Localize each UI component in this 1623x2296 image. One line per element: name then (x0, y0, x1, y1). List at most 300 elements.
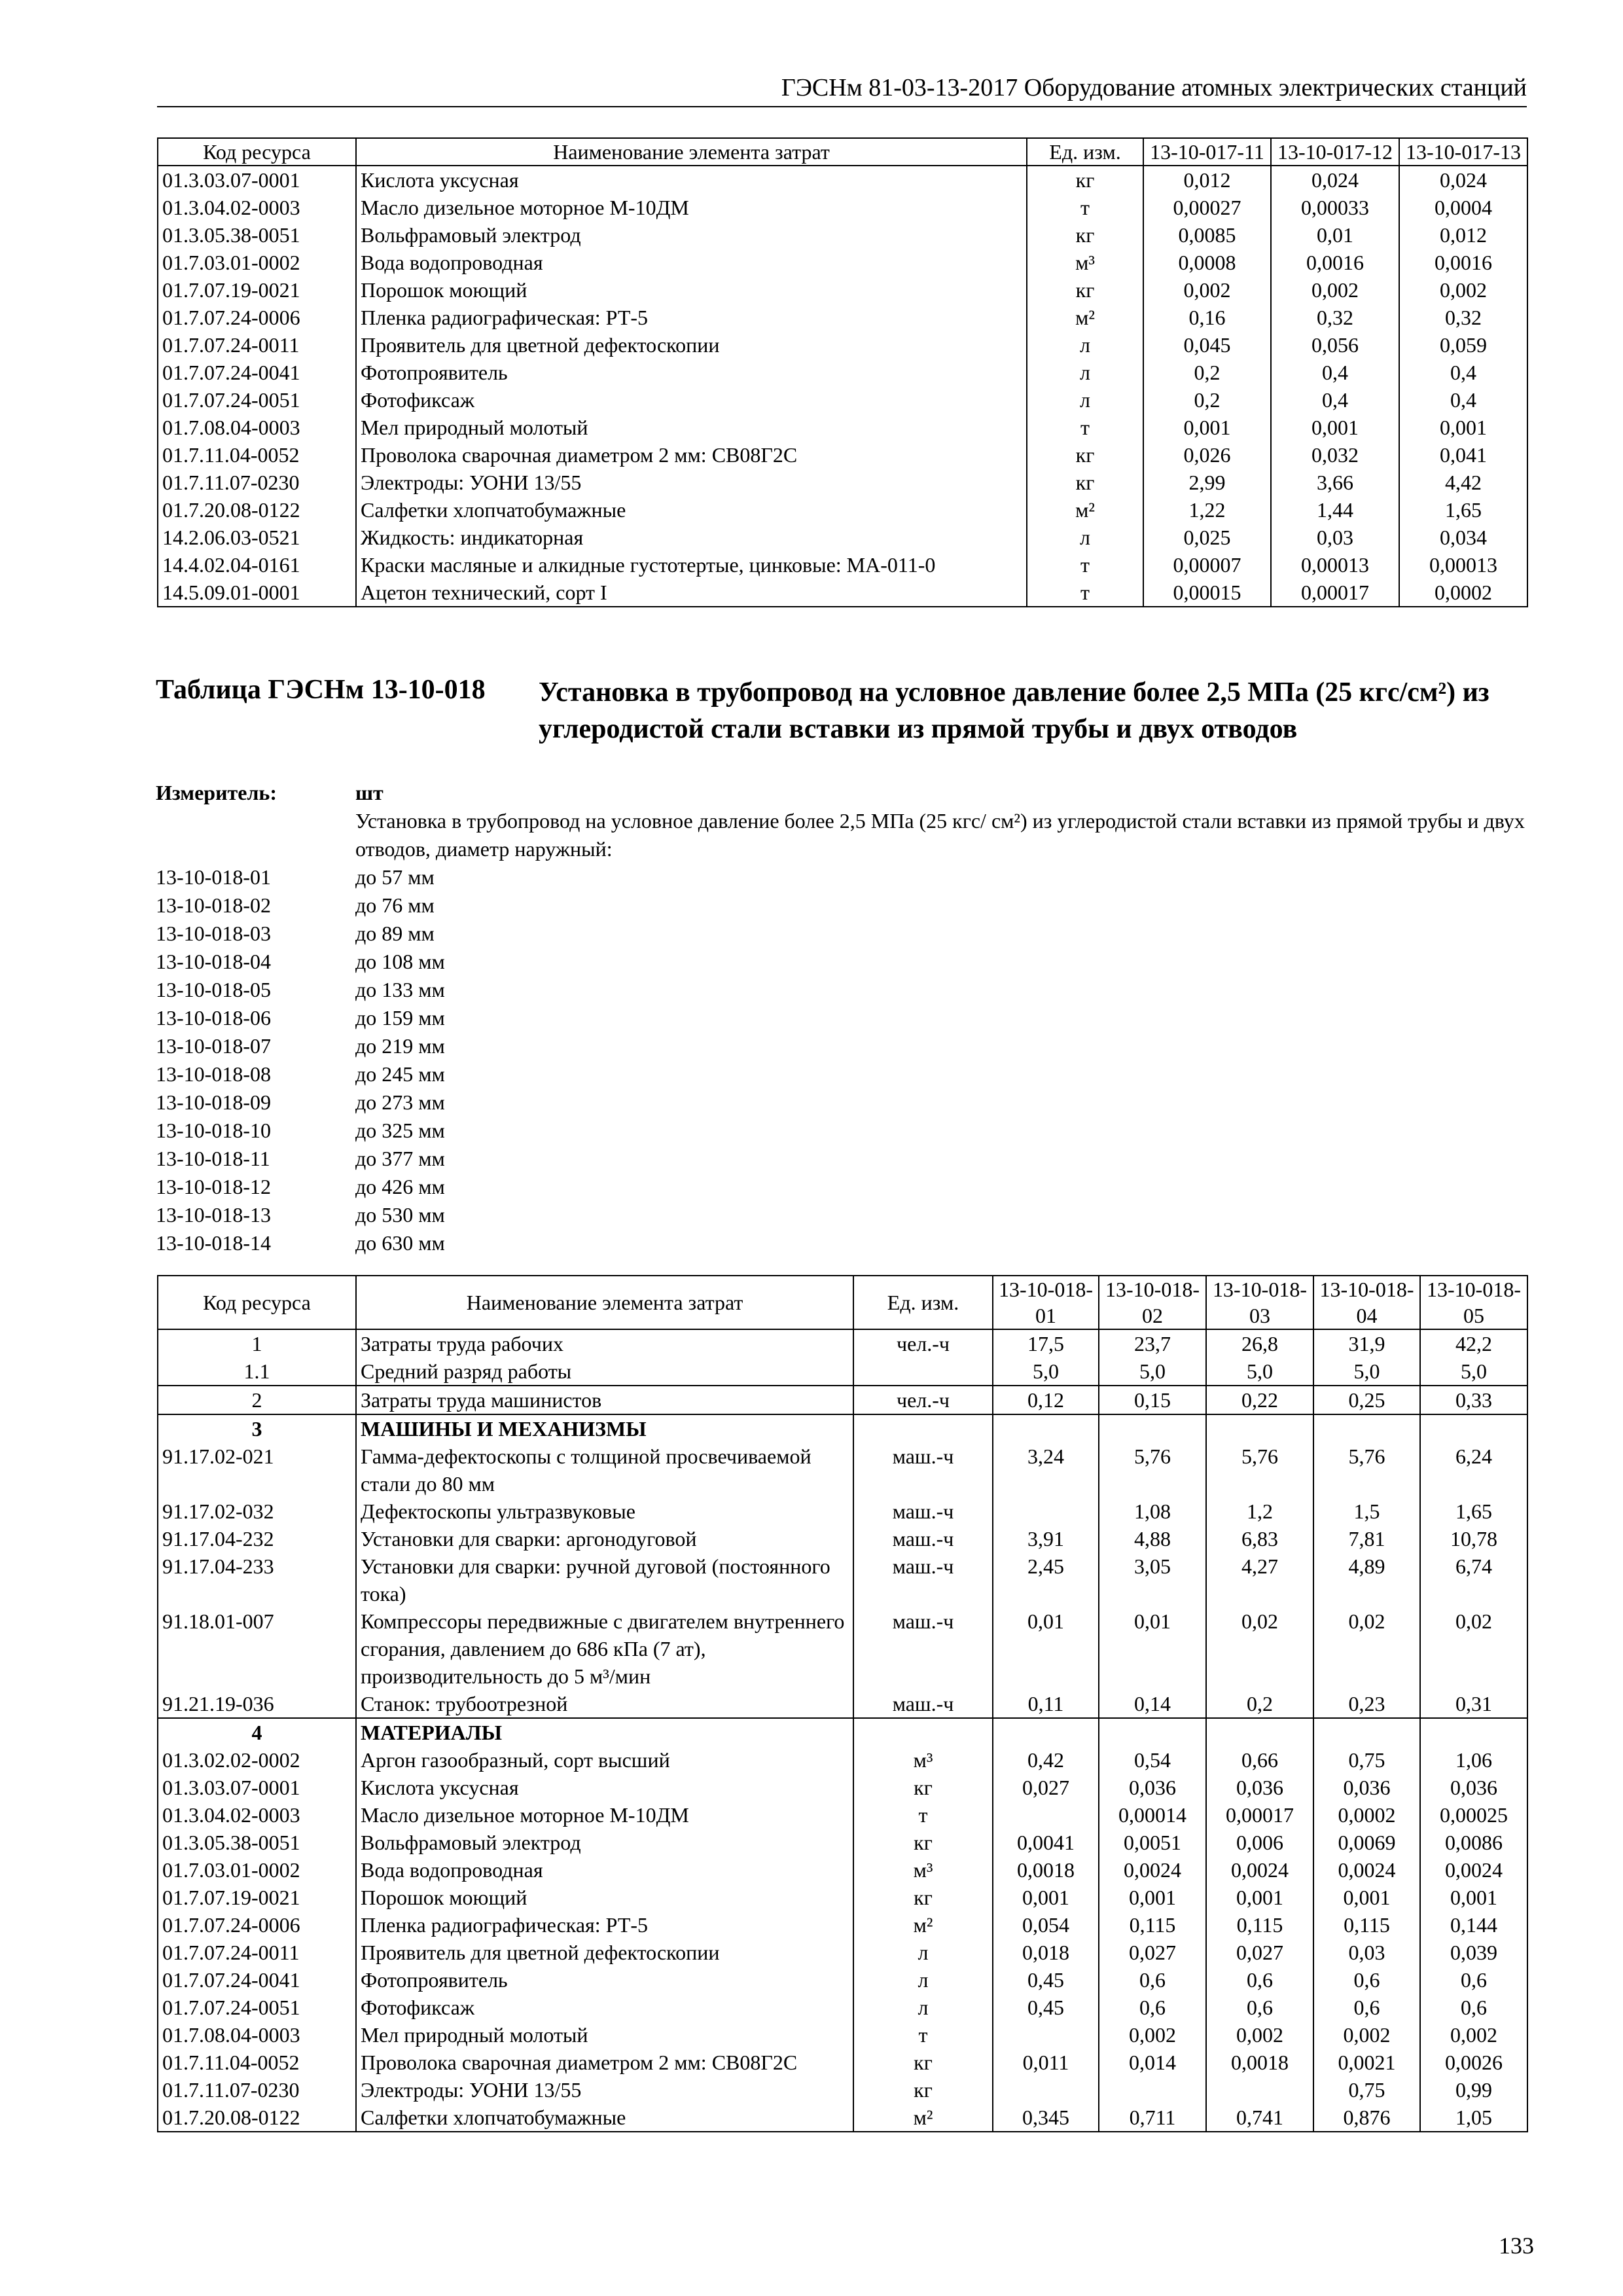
table-row (158, 2049, 1527, 2076)
value-cell: 2,45 (993, 1552, 1099, 1607)
column-header: 13-10-018-05 (1420, 1276, 1527, 1329)
unit-cell: маш.-ч (853, 1525, 993, 1552)
value-cell: 0,16 (1143, 304, 1271, 331)
unit-cell: кг (853, 1829, 993, 1856)
unit-cell: т (853, 2021, 993, 2049)
value-cell: 0,001 (1143, 414, 1271, 441)
value-cell: 0,036 (1206, 1774, 1313, 1801)
column-header: Наименование элемента затрат (356, 138, 1027, 166)
resource-code: 91.17.04-233 (158, 1552, 356, 1607)
value-cell: 10,78 (1420, 1525, 1527, 1552)
value-cell: 0,345 (993, 2104, 1099, 2132)
value-cell: 1,06 (1420, 1746, 1527, 1774)
resource-code: 01.7.11.07-0230 (158, 469, 356, 496)
value-cell: 0,018 (993, 1939, 1099, 1966)
table-row (158, 1414, 1527, 1443)
table-row (158, 194, 1527, 221)
unit-cell: л (1027, 386, 1143, 414)
value-cell: 0,75 (1313, 2076, 1420, 2104)
resource-name: Проявитель для цветной дефектоскопии (356, 1939, 853, 1966)
page-number: 133 (1499, 2233, 1534, 2259)
unit-cell (853, 1357, 993, 1386)
value-cell: 1,05 (1420, 2104, 1527, 2132)
resource-name: Средний разряд работы (356, 1357, 853, 1386)
value-cell: 3,66 (1271, 469, 1399, 496)
value-cell (1099, 2076, 1206, 2104)
measure-item-code: 13-10-018-09 (156, 1090, 271, 1114)
resource-name: Аргон газообразный, сорт высший (356, 1746, 853, 1774)
column-header: 13-10-018-04 (1313, 1276, 1420, 1329)
value-cell: 5,0 (993, 1357, 1099, 1386)
value-cell: 0,0026 (1420, 2049, 1527, 2076)
resource-name: Электроды: УОНИ 13/55 (356, 2076, 853, 2104)
table-row (158, 524, 1527, 551)
resource-code: 14.2.06.03-0521 (158, 524, 356, 551)
table-title-text: Установка в трубопровод на условное давление более 2,5 МПа (25 кгс/см²) из углеродистой стали вставки из прямой трубы и двух отводов (539, 677, 1489, 744)
table-row (158, 1718, 1527, 1746)
value-cell: 0,741 (1206, 2104, 1313, 2132)
table-row (158, 1774, 1527, 1801)
column-header: Код ресурса (158, 138, 356, 166)
value-cell: 0,2 (1206, 1690, 1313, 1718)
measure-item-code: 13-10-018-10 (156, 1119, 271, 1142)
value-cell: 0,2 (1143, 359, 1271, 386)
measure-item-diameter: до 530 мм (355, 1203, 445, 1227)
value-cell: 0,32 (1399, 304, 1527, 331)
measure-item-diameter: до 219 мм (355, 1034, 445, 1058)
value-cell: 0,014 (1099, 2049, 1206, 2076)
resource-name: Краски масляные и алкидные густотертые, цинковые: МА-011-0 (356, 551, 1027, 579)
resource-name: Компрессоры передвижные с двигателем внутреннего сгорания, давлением до 686 кПа (7 ат), производительность до 5 м³/мин (356, 1607, 853, 1690)
resource-code: 01.7.07.24-0011 (158, 331, 356, 359)
measure-item-diameter: до 325 мм (355, 1119, 445, 1142)
resource-name: Жидкость: индикаторная (356, 524, 1027, 551)
running-header: ГЭСНм 81-03-13-2017 Оборудование атомных электрических станций (157, 73, 1527, 107)
value-cell: 0,056 (1271, 331, 1399, 359)
value-cell: 0,012 (1399, 221, 1527, 249)
resource-name: Фотопроявитель (356, 1966, 853, 1994)
resource-code: 01.7.11.04-0052 (158, 2049, 356, 2076)
resource-name: Проволока сварочная диаметром 2 мм: СВ08Г2С (356, 2049, 853, 2076)
resource-code: 01.7.07.19-0021 (158, 1884, 356, 1911)
unit-cell: м² (853, 2104, 993, 2132)
table-row (158, 1939, 1527, 1966)
value-cell: 0,2 (1143, 386, 1271, 414)
value-cell: 0,0021 (1313, 2049, 1420, 2076)
resource-code: 2 (158, 1386, 356, 1414)
resource-name: Ацетон технический, сорт I (356, 579, 1027, 607)
table-row (158, 441, 1527, 469)
resource-code: 01.3.04.02-0003 (158, 194, 356, 221)
resource-name: Масло дизельное моторное М-10ДМ (356, 194, 1027, 221)
column-header: 13-10-017-13 (1399, 138, 1527, 166)
value-cell: 0,01 (1271, 221, 1399, 249)
value-cell: 31,9 (1313, 1329, 1420, 1357)
table-row (158, 1746, 1527, 1774)
value-cell: 0,23 (1313, 1690, 1420, 1718)
value-cell: 0,0086 (1420, 1829, 1527, 1856)
resource-table-018 (157, 1275, 1528, 2132)
resource-code: 01.7.07.24-0041 (158, 359, 356, 386)
unit-cell: маш.-ч (853, 1552, 993, 1607)
unit-cell (853, 1718, 993, 1746)
value-cell: 3,91 (993, 1525, 1099, 1552)
resource-code: 01.3.03.07-0001 (158, 166, 356, 194)
resource-code: 01.7.07.19-0021 (158, 276, 356, 304)
value-cell: 5,0 (1313, 1357, 1420, 1386)
unit-cell: кг (853, 2076, 993, 2104)
value-cell: 1,44 (1271, 496, 1399, 524)
column-header: 13-10-018-02 (1099, 1276, 1206, 1329)
value-cell: 0,0024 (1420, 1856, 1527, 1884)
value-cell: 0,144 (1420, 1911, 1527, 1939)
value-cell: 42,2 (1420, 1329, 1527, 1357)
measure-item-code: 13-10-018-11 (156, 1147, 270, 1170)
value-cell (1206, 1414, 1313, 1443)
resource-code: 3 (158, 1414, 356, 1443)
value-cell: 4,27 (1206, 1552, 1313, 1607)
measure-item-code: 13-10-018-01 (156, 865, 271, 889)
value-cell: 0,03 (1313, 1939, 1420, 1966)
value-cell: 0,002 (1399, 276, 1527, 304)
measure-unit: шт (355, 781, 383, 804)
value-cell: 0,0018 (993, 1856, 1099, 1884)
resource-code: 1 (158, 1329, 356, 1357)
resource-code: 1.1 (158, 1357, 356, 1386)
resource-name: Порошок моющий (356, 276, 1027, 304)
value-cell: 3,05 (1099, 1552, 1206, 1607)
unit-cell: т (1027, 194, 1143, 221)
value-cell: 0,001 (1271, 414, 1399, 441)
resource-name: Затраты труда машинистов (356, 1386, 853, 1414)
value-cell (993, 1414, 1099, 1443)
unit-cell: т (1027, 551, 1143, 579)
unit-cell: т (1027, 579, 1143, 607)
resource-code: 01.7.07.24-0011 (158, 1939, 356, 1966)
value-cell: 0,25 (1313, 1386, 1420, 1414)
value-cell: 0,01 (1099, 1607, 1206, 1690)
unit-cell: л (853, 1966, 993, 1994)
unit-cell: чел.-ч (853, 1386, 993, 1414)
table-row (158, 1884, 1527, 1911)
value-cell: 0,0085 (1143, 221, 1271, 249)
value-cell: 0,42 (993, 1746, 1099, 1774)
unit-cell: кг (853, 1774, 993, 1801)
value-cell: 0,0051 (1099, 1829, 1206, 1856)
value-cell: 3,24 (993, 1443, 1099, 1498)
value-cell: 0,0016 (1399, 249, 1527, 276)
resource-name: Фотофиксаж (356, 1994, 853, 2021)
table-row (158, 249, 1527, 276)
resource-code: 01.3.02.02-0002 (158, 1746, 356, 1774)
resource-name: Фотопроявитель (356, 359, 1027, 386)
value-cell: 0,024 (1399, 166, 1527, 194)
resource-name: Кислота уксусная (356, 166, 1027, 194)
measure-item-code: 13-10-018-05 (156, 978, 271, 1001)
resource-name: Мел природный молотый (356, 2021, 853, 2049)
resource-name: Станок: трубоотрезной (356, 1690, 853, 1718)
table-row (158, 2076, 1527, 2104)
value-cell: 0,0024 (1099, 1856, 1206, 1884)
value-cell: 0,99 (1420, 2076, 1527, 2104)
measure-item-code: 13-10-018-14 (156, 1231, 271, 1255)
value-cell: 0,001 (1399, 414, 1527, 441)
value-cell: 0,011 (993, 2049, 1099, 2076)
value-cell: 0,00015 (1143, 579, 1271, 607)
resource-code: 01.7.07.24-0006 (158, 304, 356, 331)
resource-code: 01.3.05.38-0051 (158, 1829, 356, 1856)
value-cell: 0,6 (1420, 1966, 1527, 1994)
value-cell: 0,75 (1313, 1746, 1420, 1774)
value-cell: 17,5 (993, 1329, 1099, 1357)
unit-cell: м³ (1027, 249, 1143, 276)
unit-cell: м² (1027, 304, 1143, 331)
value-cell: 0,6 (1313, 1994, 1420, 2021)
resource-name: Вода водопроводная (356, 1856, 853, 1884)
table-header-row (158, 138, 1527, 166)
value-cell: 0,31 (1420, 1690, 1527, 1718)
unit-cell (853, 1414, 993, 1443)
resource-name: Кислота уксусная (356, 1774, 853, 1801)
unit-cell: л (1027, 524, 1143, 551)
value-cell: 6,74 (1420, 1552, 1527, 1607)
resource-table-017 (157, 137, 1528, 607)
value-cell (1206, 1718, 1313, 1746)
resource-name: Установки для сварки: ручной дуговой (постоянного тока) (356, 1552, 853, 1607)
resource-name: Мел природный молотый (356, 414, 1027, 441)
unit-cell: т (1027, 414, 1143, 441)
value-cell: 0,036 (1099, 1774, 1206, 1801)
value-cell: 0,0008 (1143, 249, 1271, 276)
value-cell: 0,027 (1206, 1939, 1313, 1966)
value-cell: 0,025 (1143, 524, 1271, 551)
resource-code: 01.7.11.04-0052 (158, 441, 356, 469)
table-row (158, 414, 1527, 441)
table-row (158, 304, 1527, 331)
resource-code: 01.7.07.24-0041 (158, 1966, 356, 1994)
value-cell (993, 2076, 1099, 2104)
value-cell: 0,039 (1420, 1939, 1527, 1966)
column-header: Ед. изм. (853, 1276, 993, 1329)
table-row (158, 359, 1527, 386)
table-row (158, 166, 1527, 194)
table-row (158, 386, 1527, 414)
resource-code: 01.3.03.07-0001 (158, 1774, 356, 1801)
value-cell: 5,76 (1206, 1443, 1313, 1498)
table-row (158, 496, 1527, 524)
value-cell: 0,002 (1206, 2021, 1313, 2049)
value-cell: 0,0024 (1206, 1856, 1313, 1884)
value-cell: 0,002 (1271, 276, 1399, 304)
value-cell: 1,2 (1206, 1498, 1313, 1525)
column-header: Ед. изм. (1027, 138, 1143, 166)
resource-code: 91.17.04-232 (158, 1525, 356, 1552)
unit-cell: л (1027, 359, 1143, 386)
resource-name: Вольфрамовый электрод (356, 1829, 853, 1856)
column-header: 13-10-017-12 (1271, 138, 1399, 166)
value-cell: 0,012 (1143, 166, 1271, 194)
value-cell: 0,027 (1099, 1939, 1206, 1966)
value-cell: 4,89 (1313, 1552, 1420, 1607)
value-cell: 0,0069 (1313, 1829, 1420, 1856)
unit-cell: л (853, 1939, 993, 1966)
unit-cell: кг (1027, 469, 1143, 496)
unit-cell: маш.-ч (853, 1607, 993, 1690)
table-row (158, 1552, 1527, 1607)
table-row (158, 579, 1527, 607)
resource-code: 01.7.07.24-0006 (158, 1911, 356, 1939)
value-cell: 6,24 (1420, 1443, 1527, 1498)
value-cell: 0,0004 (1399, 194, 1527, 221)
resource-name: Электроды: УОНИ 13/55 (356, 469, 1027, 496)
resource-name: Пленка радиографическая: РТ-5 (356, 1911, 853, 1939)
resource-code: 01.7.20.08-0122 (158, 496, 356, 524)
table-row (158, 551, 1527, 579)
measure-item-diameter: до 377 мм (355, 1147, 445, 1170)
value-cell: 0,115 (1206, 1911, 1313, 1939)
value-cell: 0,0041 (993, 1829, 1099, 1856)
measure-item-code: 13-10-018-03 (156, 922, 271, 945)
value-cell (993, 2021, 1099, 2049)
table-row (158, 1443, 1527, 1498)
value-cell: 0,02 (1313, 1607, 1420, 1690)
measure-item-diameter: до 89 мм (355, 922, 435, 945)
table-row (158, 1911, 1527, 1939)
value-cell: 1,65 (1399, 496, 1527, 524)
resource-name: Проволока сварочная диаметром 2 мм: СВ08Г2С (356, 441, 1027, 469)
value-cell (1099, 1718, 1206, 1746)
value-cell: 0,00017 (1271, 579, 1399, 607)
resource-code: 4 (158, 1718, 356, 1746)
column-header: 13-10-018-01 (993, 1276, 1099, 1329)
measure-item-diameter: до 133 мм (355, 978, 445, 1001)
value-cell: 0,6 (1420, 1994, 1527, 2021)
resource-code: 01.7.07.24-0051 (158, 1994, 356, 2021)
resource-name: МАТЕРИАЛЫ (356, 1718, 853, 1746)
column-header: Наименование элемента затрат (356, 1276, 853, 1329)
resource-name: Установки для сварки: аргонодуговой (356, 1525, 853, 1552)
unit-cell: чел.-ч (853, 1329, 993, 1357)
value-cell: 26,8 (1206, 1329, 1313, 1357)
value-cell: 0,024 (1271, 166, 1399, 194)
resource-name: Дефектоскопы ультразвуковые (356, 1498, 853, 1525)
resource-code: 01.7.07.24-0051 (158, 386, 356, 414)
measure-item-code: 13-10-018-08 (156, 1062, 271, 1086)
value-cell: 0,22 (1206, 1386, 1313, 1414)
value-cell: 0,001 (993, 1884, 1099, 1911)
value-cell: 0,027 (993, 1774, 1099, 1801)
value-cell: 0,034 (1399, 524, 1527, 551)
value-cell: 0,00025 (1420, 1801, 1527, 1829)
resource-code: 01.7.11.07-0230 (158, 2076, 356, 2104)
resource-name: Порошок моющий (356, 1884, 853, 1911)
value-cell: 5,76 (1099, 1443, 1206, 1498)
unit-cell: кг (1027, 441, 1143, 469)
unit-cell: т (853, 1801, 993, 1829)
value-cell: 0,001 (1313, 1884, 1420, 1911)
resource-code: 01.7.08.04-0003 (158, 2021, 356, 2049)
measure-item-diameter: до 273 мм (355, 1090, 445, 1114)
value-cell: 0,045 (1143, 331, 1271, 359)
value-cell: 0,02 (1420, 1607, 1527, 1690)
resource-code: 01.7.20.08-0122 (158, 2104, 356, 2132)
resource-name: Масло дизельное моторное М-10ДМ (356, 1801, 853, 1829)
value-cell: 0,45 (993, 1994, 1099, 2021)
value-cell: 0,32 (1271, 304, 1399, 331)
value-cell: 0,01 (993, 1607, 1099, 1690)
unit-cell: кг (1027, 276, 1143, 304)
value-cell: 0,041 (1399, 441, 1527, 469)
value-cell (1420, 1414, 1527, 1443)
value-cell: 0,14 (1099, 1690, 1206, 1718)
value-cell: 0,059 (1399, 331, 1527, 359)
value-cell: 0,00013 (1271, 551, 1399, 579)
resource-code: 91.21.19-036 (158, 1690, 356, 1718)
value-cell: 0,03 (1271, 524, 1399, 551)
unit-cell: кг (853, 1884, 993, 1911)
resource-name: Проявитель для цветной дефектоскопии (356, 331, 1027, 359)
value-cell: 0,002 (1099, 2021, 1206, 2049)
value-cell: 0,12 (993, 1386, 1099, 1414)
unit-cell: м² (853, 1911, 993, 1939)
resource-name: Фотофиксаж (356, 386, 1027, 414)
unit-cell: л (853, 1994, 993, 2021)
value-cell: 6,83 (1206, 1525, 1313, 1552)
table-row (158, 1386, 1527, 1414)
value-cell: 0,0024 (1313, 1856, 1420, 1884)
unit-cell: маш.-ч (853, 1690, 993, 1718)
value-cell: 1,22 (1143, 496, 1271, 524)
value-cell: 2,99 (1143, 469, 1271, 496)
value-cell: 0,15 (1099, 1386, 1206, 1414)
table-row (158, 1690, 1527, 1718)
value-cell: 0,4 (1399, 386, 1527, 414)
value-cell (993, 1498, 1099, 1525)
value-cell: 4,88 (1099, 1525, 1206, 1552)
value-cell: 0,115 (1099, 1911, 1206, 1939)
resource-name: Салфетки хлопчатобумажные (356, 496, 1027, 524)
value-cell: 0,036 (1420, 1774, 1527, 1801)
unit-cell: кг (1027, 166, 1143, 194)
value-cell: 0,6 (1313, 1966, 1420, 1994)
value-cell: 5,0 (1420, 1357, 1527, 1386)
value-cell: 0,036 (1313, 1774, 1420, 1801)
table-row (158, 469, 1527, 496)
resource-name: Вода водопроводная (356, 249, 1027, 276)
table-row (158, 331, 1527, 359)
value-cell: 0,032 (1271, 441, 1399, 469)
value-cell: 0,0002 (1313, 1801, 1420, 1829)
resource-code: 01.3.05.38-0051 (158, 221, 356, 249)
value-cell: 0,00014 (1099, 1801, 1206, 1829)
table-row (158, 1525, 1527, 1552)
value-cell: 0,6 (1099, 1966, 1206, 1994)
table-header-row (158, 1276, 1527, 1329)
unit-cell: маш.-ч (853, 1443, 993, 1498)
value-cell: 0,026 (1143, 441, 1271, 469)
measure-item-diameter: до 630 мм (355, 1231, 445, 1255)
value-cell: 0,6 (1206, 1994, 1313, 2021)
resource-code: 14.4.02.04-0161 (158, 551, 356, 579)
value-cell (993, 1801, 1099, 1829)
table-row (158, 1801, 1527, 1829)
value-cell: 7,81 (1313, 1525, 1420, 1552)
table-title-label: Таблица ГЭСНм 13-10-018 (156, 675, 486, 705)
resource-code: 91.17.02-032 (158, 1498, 356, 1525)
value-cell: 0,00007 (1143, 551, 1271, 579)
value-cell: 0,001 (1206, 1884, 1313, 1911)
value-cell (1313, 1718, 1420, 1746)
